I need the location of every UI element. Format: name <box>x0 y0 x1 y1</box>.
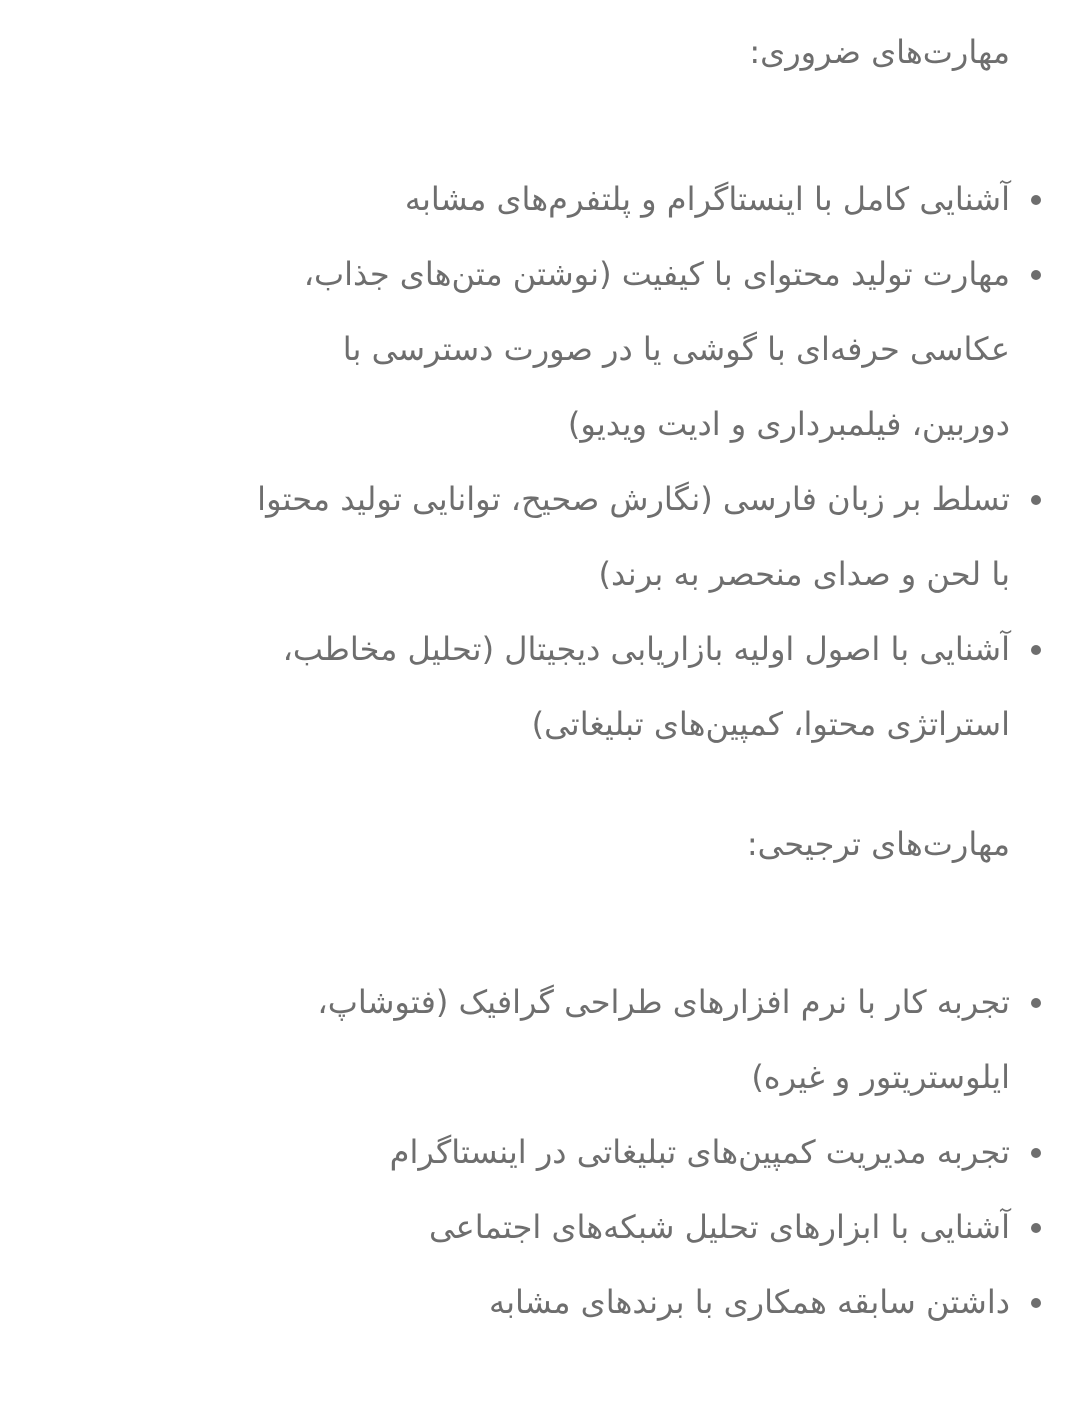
skill-text-line: عکاسی حرفه‌ای با گوشی یا در صورت دسترسی با <box>342 330 1010 368</box>
list-item <box>40 965 1010 1115</box>
skill-text-line: تجربه کار با نرم افزارهای طراحی گرافیک (فتوشاپ، <box>317 983 1010 1021</box>
section-heading-preferred: مهارت‌های ترجیحی: <box>746 825 1010 863</box>
list-item <box>40 1115 1010 1190</box>
skill-list-essential <box>40 162 1010 762</box>
list-item <box>40 237 1010 462</box>
list-item <box>40 462 1010 612</box>
bullet-icon <box>1031 645 1041 655</box>
skill-text-line: ایلوستریتور و غیره) <box>751 1058 1010 1096</box>
bullet-icon <box>1031 1148 1041 1158</box>
skill-text-line: آشنایی با اصول اولیه بازاریابی دیجیتال (تحلیل مخاطب، <box>282 630 1010 668</box>
list-item <box>40 1190 1010 1265</box>
section-heading-essential: مهارت‌های ضروری: <box>749 33 1010 71</box>
bullet-icon <box>1031 1223 1041 1233</box>
skill-text-line: آشنایی کامل با اینستاگرام و پلتفرم‌های مشابه <box>404 180 1010 218</box>
list-item <box>40 612 1010 762</box>
skill-text-line: دوربین، فیلمبرداری و ادیت ویدیو) <box>567 405 1010 443</box>
skill-text-line: داشتن سابقه همکاری با برندهای مشابه <box>488 1283 1010 1321</box>
section-preferred-skills <box>40 807 1010 1340</box>
list-item <box>40 1265 1010 1340</box>
bullet-icon <box>1031 998 1041 1008</box>
skill-text-line: آشنایی با ابزارهای تحلیل شبکه‌های اجتماعی <box>428 1208 1010 1246</box>
skill-text-line: مهارت تولید محتوای با کیفیت (نوشتن متن‌های جذاب، <box>303 255 1010 293</box>
skill-text-line: استراتژی محتوا، کمپین‌های تبلیغاتی) <box>531 705 1010 743</box>
bullet-icon <box>1031 1298 1041 1308</box>
list-item <box>40 162 1010 237</box>
bullet-icon <box>1031 270 1041 280</box>
bullet-icon <box>1031 195 1041 205</box>
section-essential-skills <box>40 15 1010 762</box>
skill-text-line: تسلط بر زبان فارسی (نگارش صحیح، توانایی تولید محتوا <box>257 480 1010 518</box>
skill-list-preferred <box>40 965 1010 1340</box>
skill-text-line: با لحن و صدای منحصر به برند) <box>598 555 1010 593</box>
skill-text-line: تجربه مدیریت کمپین‌های تبلیغاتی در اینستاگرام <box>389 1133 1010 1171</box>
bullet-icon <box>1031 495 1041 505</box>
